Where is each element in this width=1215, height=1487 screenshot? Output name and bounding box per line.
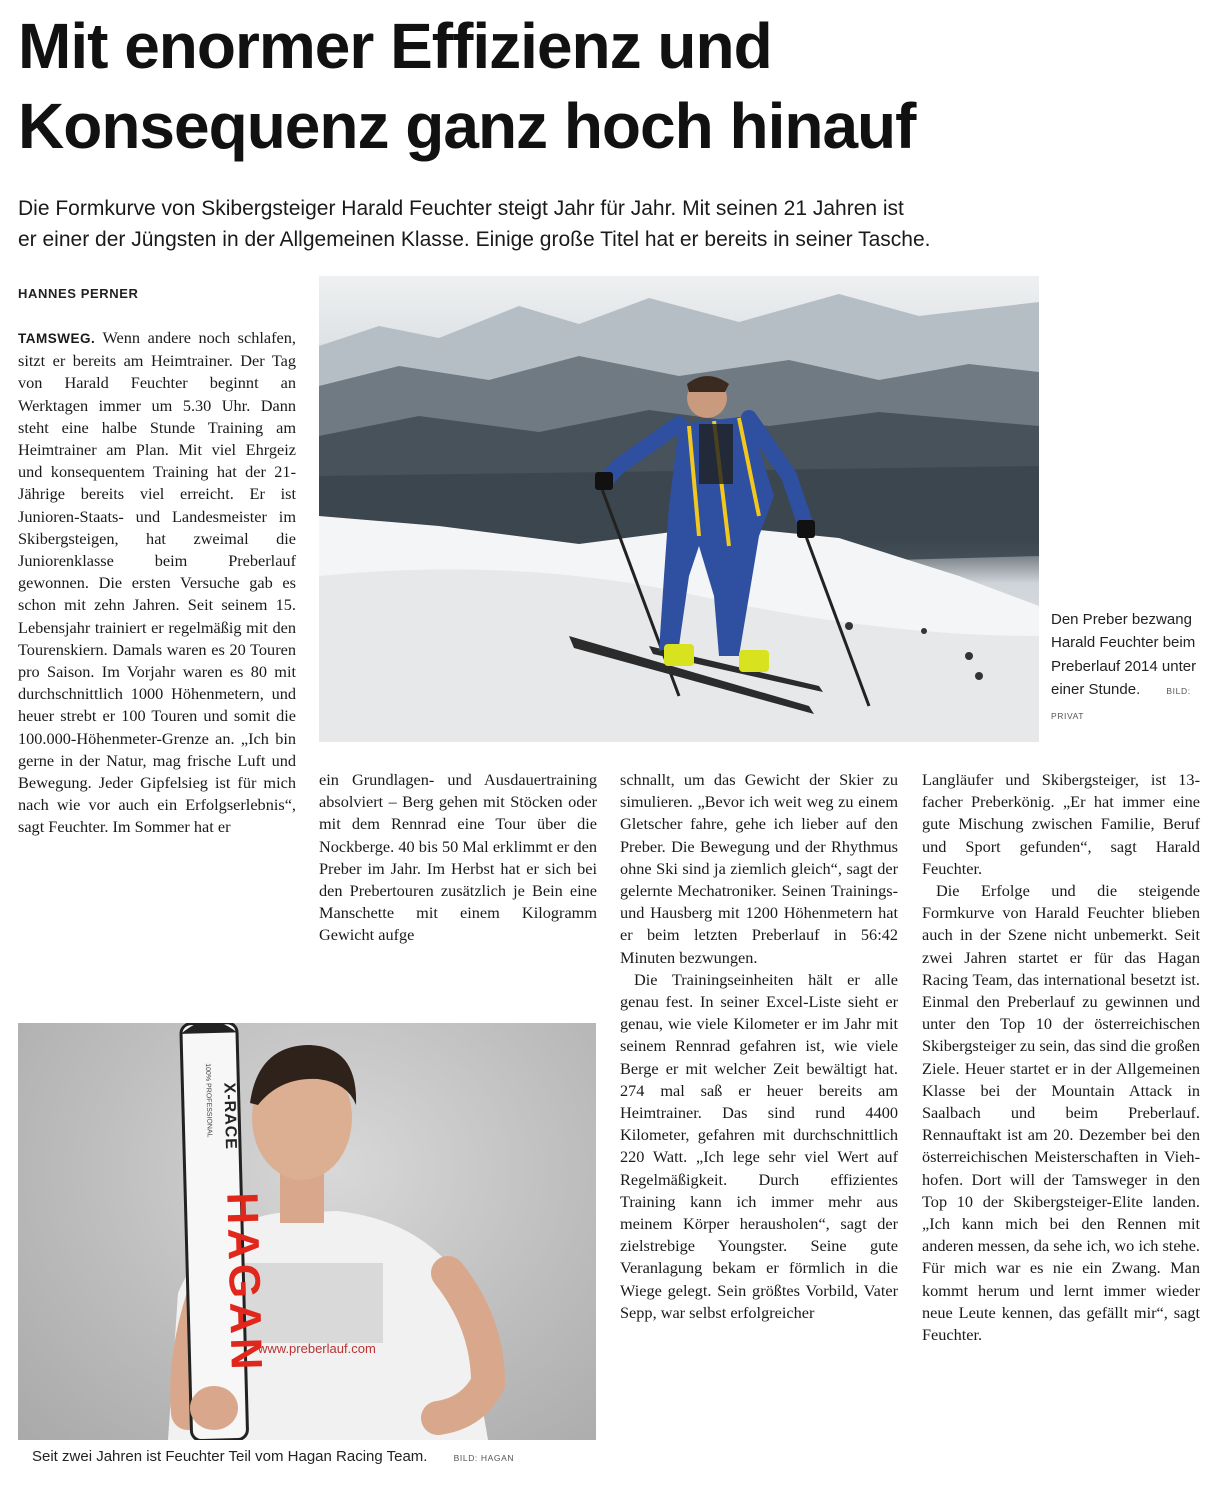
article-lead xyxy=(18,193,1198,255)
article-headline xyxy=(18,6,1198,166)
column-1-paragraph-1: Wenn andere noch schlafen, sitzt er bereits am Heimtrainer. Der Tag von Harald Feuchter beginnt an Werktagen immer um 5.30 Uhr. Dann steht eine halbe Stunde Training am Heimtrainer am Plan. Mit viel Ehrgeiz und konsequentem Training hat der 21-Jährige bereits viel erreicht. Er ist Junioren-Staats- und Landesmeister im Skibergsteigen, hat zweimal die Juniorenklasse beim Preberlauf gewonnen. Die ersten Versuche gab es schon mit zehn Jahren. Seit seinem 15. Lebensjahr trainiert er regelmäßig mit den Tourenskiern. Damals waren es 20 Touren pro Saison. Im Vorjahr waren es 80 mit durchschnittlich 1000 Höhenmetern, und heuer strebt er 100 Touren und somit die 100.000-Höhenmeter-Grenze an. „Ich bin gerne in der Natur, mag frische Luft und Bewegung. Jeder Gipfelsieg ist für mich nach wie vor auch ein Erfolgserlebnis“, sagt Feuchter. Im Sommer hat er xyxy=(18,328,296,837)
column-4-paragraph-2: Die Erfolge und die steigende Formkurve von Harald Feuchter blieben auch in der Szene nicht unbemerkt. Seit zwei Jahren startet er für das Hagan Racing Team, das international besetzt ist. Einmal den Preberlauf zu gewinnen und unter den Top 10 der österreichischen Skibergsteiger zu sein, das sind die großen Ziele. Heuer startet er in der Allgemeinen Klasse bei der Mountain Attack in Saalbach und beim Preberlauf. Rennauftakt ist am 20. Dezember bei den österreichischen Meisterschaften in Viehhofen. Dort will der Tamsweger in den Top 10 der Skibergsteiger-Elite landen. „Ich kann mich bei den Rennen mit anderen messen, da sehe ich, wo ich stehe. Für mich war es nie ein Zwang. Man kommt herum und lernt immer wieder neue Leute kennen, das gefällt mir“, sagt Feuchter. xyxy=(922,881,1200,1345)
column-4-paragraph-1: Langläufer und Skibergsteiger, ist 13-facher Preberkönig. „Er hat immer eine gute Mischung zwischen Familie, Beruf und Sport gefunden“, sagt Harald Feuchter. xyxy=(922,770,1200,878)
article-column-1 xyxy=(18,327,296,839)
skier-photo xyxy=(319,276,1039,742)
column-2-paragraph-1: ein Grundlagen- und Ausdauertraining absolviert – Berg gehen mit Stöcken oder mit dem Rennrad eine Tour über die Nockberge. 40 bis 50 Mal erklimmt er den Preber im Jahr. Im Herbst hat er sich bei den Prebertouren zusätzlich je Bein eine Manschette mit einem Kilogramm Gewicht aufge xyxy=(319,770,597,945)
ski-small-text: 100% PROFESSIONAL xyxy=(203,1063,213,1138)
ski-brand-text: HAGAN xyxy=(217,1191,271,1375)
skier-photo-caption xyxy=(1051,608,1201,728)
portrait-photo xyxy=(18,1023,596,1440)
article-column-4 xyxy=(922,769,1200,1346)
article-column-3 xyxy=(620,769,898,1324)
portrait-photo-caption-text: Seit zwei Jahren ist Feuchter Teil vom Hagan Racing Team. xyxy=(32,1448,428,1465)
article-column-2 xyxy=(319,769,597,947)
portrait-photo-credit: BILD: HAGAN xyxy=(453,1453,515,1463)
ski-model-text: X-RACE xyxy=(220,1082,240,1151)
portrait-photo-illustration xyxy=(18,1023,596,1440)
skier-photo-caption-text: Den Preber bezwang Harald Feuchter beim Preberlauf 2014 unter einer Stunde. xyxy=(1051,611,1197,698)
skier-photo-illustration xyxy=(319,276,1039,742)
skier-photo-credit: BILD: PRIVAT xyxy=(1051,685,1191,722)
dateline: TAMSWEG. xyxy=(18,331,96,346)
column-3-paragraph-2: Die Trainingseinheiten hält er alle genau fest. In seiner Excel-Liste sieht er genau, wie viele Kilometer er im Jahr mit seinem Rennrad gefahren ist, wie viele Berge er mit welcher Zeit bewältigt hat. 274 mal saß er heuer bereits am Heimtrainer. Das sind rund 4400 Kilometer, gefahren mit durchschnittlich 220 Watt. „Ich lege sehr viel Wert auf Regelmäßigkeit. Durch effizientes Training kann ich immer mehr aus meinem Körper heraushоlen“, sagt der zielstrebige Youngster. Seine gute Veranlagung bekam er förmlich in die Wiege gelegt. Sein größtes Vorbild, Vater Sepp, war selbst erfolgreicher xyxy=(620,969,898,1322)
author-byline: HANNES PERNER xyxy=(18,286,139,301)
portrait-photo-caption xyxy=(32,1448,514,1465)
lead-line-1: Die Formkurve von Skibergsteiger Harald Feuchter steigt Jahr für Jahr. Mit seinen 21 Jahren ist xyxy=(18,197,904,220)
headline-line-2: Konsequenz ganz hoch hinauf xyxy=(18,90,916,162)
column-3-paragraph-1: schnallt, um das Gewicht der Skier zu simulieren. „Bevor ich weit weg zu einem Gletscher fahre, gehe ich lieber auf den Preber. Die Bewegung und der Rhythmus ohne Ski sind ja ziemlich gleich“, sagt der gelernte Mechatroniker. Seinen Trainings- und Hausberg mit 1200 Höhenmetern hat er beim letzten Preberlauf in 56:42 Minuten bezwungen. xyxy=(620,770,898,967)
lead-line-2: er einer der Jüngsten in der Allgemeinen Klasse. Einige große Titel hat er bereits in seiner Tasche. xyxy=(18,228,931,251)
headline-line-1: Mit enormer Effizienz und xyxy=(18,10,772,82)
shirt-print-text: www.preberlauf.com xyxy=(258,1341,376,1356)
